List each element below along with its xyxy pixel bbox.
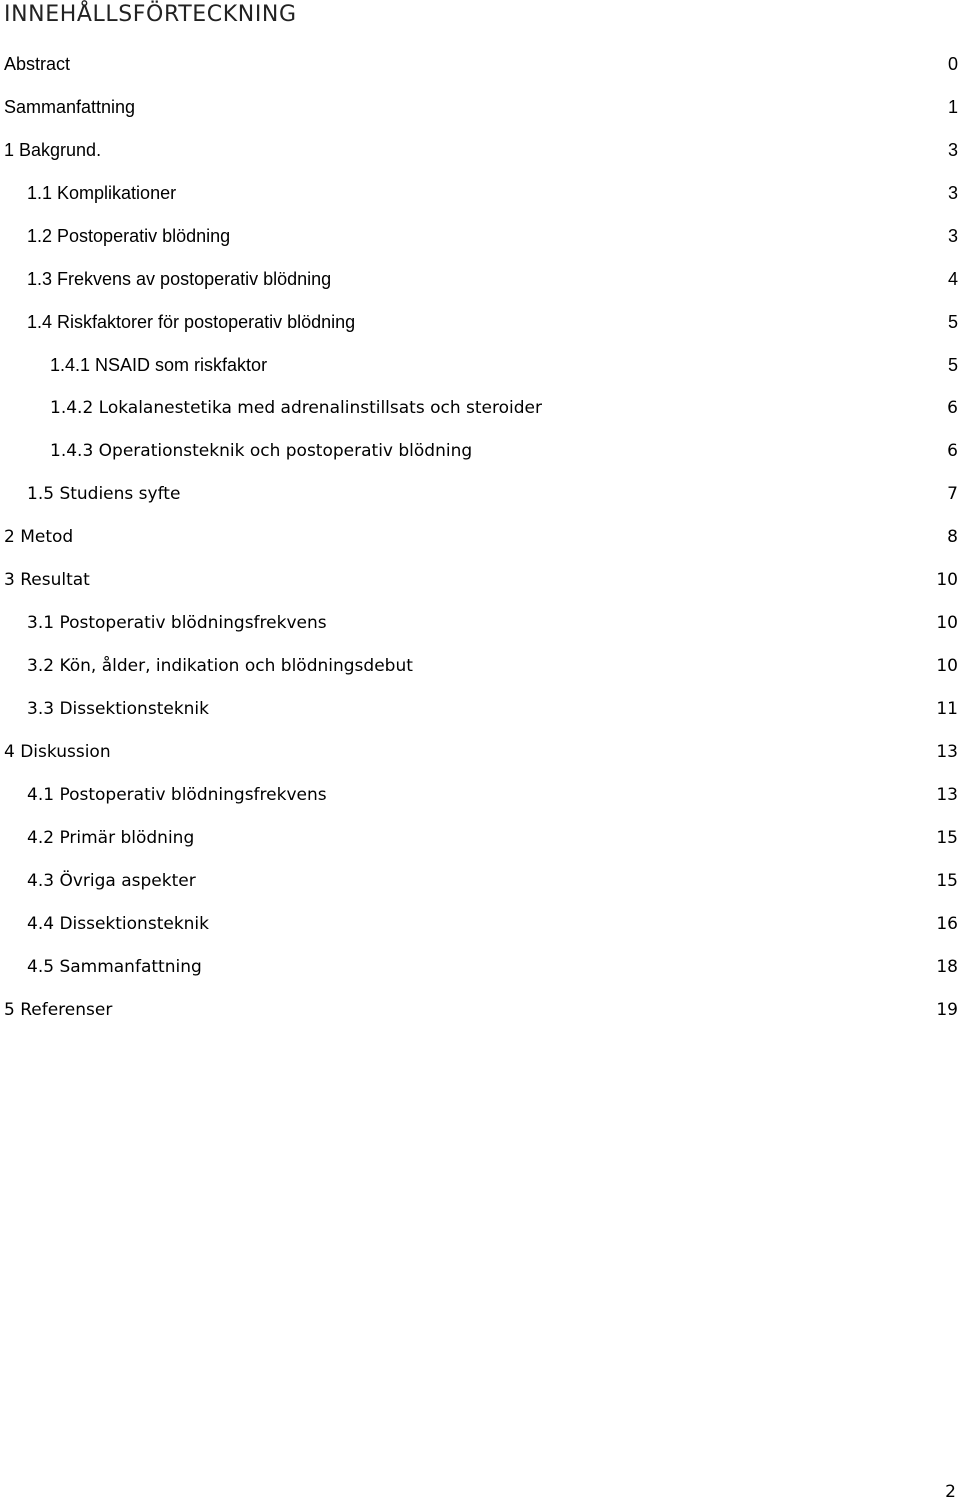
dot-leader (271, 353, 944, 377)
toc-entry-title: 2 Metod (4, 526, 74, 547)
toc-entry[interactable] (0, 515, 960, 558)
dot-leader (115, 740, 933, 764)
toc-entry-page-number: 4 (947, 268, 958, 289)
page-number: 2 (945, 1482, 956, 1502)
toc-entry-title: 1.1 Komplikationer (27, 182, 177, 203)
dot-leader (180, 181, 944, 205)
dot-leader (206, 955, 933, 979)
toc-entry-page-number: 6 (947, 440, 958, 461)
dot-leader (546, 396, 943, 420)
toc-entry-title: 4.4 Dissektionsteknik (27, 913, 210, 934)
dot-leader (94, 568, 933, 592)
toc-entry[interactable] (0, 902, 960, 945)
dot-leader (476, 439, 943, 463)
toc-entry[interactable] (0, 988, 960, 1031)
toc-entry-page-number: 3 (947, 225, 958, 246)
toc-entry-title: 1 Bakgrund. (4, 139, 102, 160)
dot-leader (213, 912, 932, 936)
toc-entry-title: 4 Diskussion (4, 741, 111, 762)
toc-entry-title: 4.1 Postoperativ blödningsfrekvens (27, 784, 327, 805)
toc-entry-page-number: 5 (947, 354, 958, 375)
toc-entry-page-number: 18 (936, 956, 958, 977)
toc-entry-title: Sammanfattning (4, 96, 136, 117)
dot-leader (200, 869, 933, 893)
toc-entry[interactable] (0, 601, 960, 644)
dot-leader (331, 611, 933, 635)
toc-list (0, 42, 960, 1031)
toc-entry-page-number: 19 (936, 999, 958, 1020)
toc-entry[interactable] (0, 558, 960, 601)
toc-entry-title: 5 Referenser (4, 999, 113, 1020)
toc-entry-page-number: 13 (936, 784, 958, 805)
toc-entry-title: 4.5 Sammanfattning (27, 956, 202, 977)
dot-leader (335, 267, 944, 291)
toc-entry-page-number: 15 (936, 870, 958, 891)
toc-entry[interactable] (0, 687, 960, 730)
dot-leader (139, 95, 944, 119)
dot-leader (105, 138, 944, 162)
toc-entry-title: 4.3 Övriga aspekter (27, 870, 196, 891)
toc-entry[interactable] (0, 816, 960, 859)
toc-entry-page-number: 7 (947, 483, 958, 504)
dot-leader (184, 482, 943, 506)
toc-entry-page-number: 16 (936, 913, 958, 934)
toc-entry-title: 4.2 Primär blödning (27, 827, 195, 848)
toc-entry-title: 3.1 Postoperativ blödningsfrekvens (27, 612, 327, 633)
toc-entry[interactable] (0, 128, 960, 171)
toc-entry[interactable] (0, 644, 960, 687)
toc-entry[interactable] (0, 472, 960, 515)
toc-entry[interactable] (0, 386, 960, 429)
toc-entry[interactable] (0, 773, 960, 816)
toc-entry[interactable] (0, 343, 960, 386)
toc-entry[interactable] (0, 429, 960, 472)
dot-leader (77, 525, 943, 549)
toc-entry-title: 1.4 Riskfaktorer för postoperativ blödning (27, 311, 356, 332)
dot-leader (116, 998, 932, 1022)
toc-entry-page-number: 3 (947, 182, 958, 203)
toc-entry-title: 3.2 Kön, ålder, indikation och blödningsdebut (27, 655, 413, 676)
toc-entry-title: 1.2 Postoperativ blödning (27, 225, 231, 246)
dot-leader (359, 310, 944, 334)
dot-leader (213, 697, 932, 721)
toc-entry-page-number: 5 (947, 311, 958, 332)
dot-leader (331, 783, 933, 807)
toc-heading: INNEHÅLLSFÖRTECKNING (4, 2, 297, 27)
dot-leader (198, 826, 932, 850)
toc-entry-page-number: 3 (947, 139, 958, 160)
toc-entry-title: 1.3 Frekvens av postoperativ blödning (27, 268, 332, 289)
toc-entry-title: 3.3 Dissektionsteknik (27, 698, 210, 719)
toc-entry-page-number: 10 (936, 569, 958, 590)
toc-entry[interactable] (0, 171, 960, 214)
toc-entry[interactable] (0, 859, 960, 902)
dot-leader (234, 224, 944, 248)
toc-entry-page-number: 10 (936, 655, 958, 676)
toc-entry[interactable] (0, 85, 960, 128)
toc-entry-title: 3 Resultat (4, 569, 90, 590)
toc-entry-title: 1.5 Studiens syfte (27, 483, 181, 504)
toc-entry-title: Abstract (4, 53, 71, 74)
toc-entry[interactable] (0, 257, 960, 300)
dot-leader (417, 654, 932, 678)
toc-entry-page-number: 0 (947, 53, 958, 74)
toc-entry-page-number: 13 (936, 741, 958, 762)
toc-entry-page-number: 1 (947, 96, 958, 117)
toc-entry[interactable] (0, 42, 960, 85)
toc-entry-page-number: 8 (947, 526, 958, 547)
toc-entry-title: 1.4.3 Operationsteknik och postoperativ blödning (50, 440, 473, 461)
toc-entry[interactable] (0, 214, 960, 257)
toc-entry[interactable] (0, 300, 960, 343)
toc-entry-page-number: 6 (947, 397, 958, 418)
toc-entry-title: 1.4.2 Lokalanestetika med adrenalinstillsats och steroider (50, 397, 542, 418)
dot-leader (74, 52, 944, 76)
toc-entry[interactable] (0, 730, 960, 773)
toc-entry-title: 1.4.1 NSAID som riskfaktor (50, 354, 268, 375)
toc-entry-page-number: 11 (936, 698, 958, 719)
toc-entry-page-number: 15 (936, 827, 958, 848)
toc-entry-page-number: 10 (936, 612, 958, 633)
toc-entry[interactable] (0, 945, 960, 988)
